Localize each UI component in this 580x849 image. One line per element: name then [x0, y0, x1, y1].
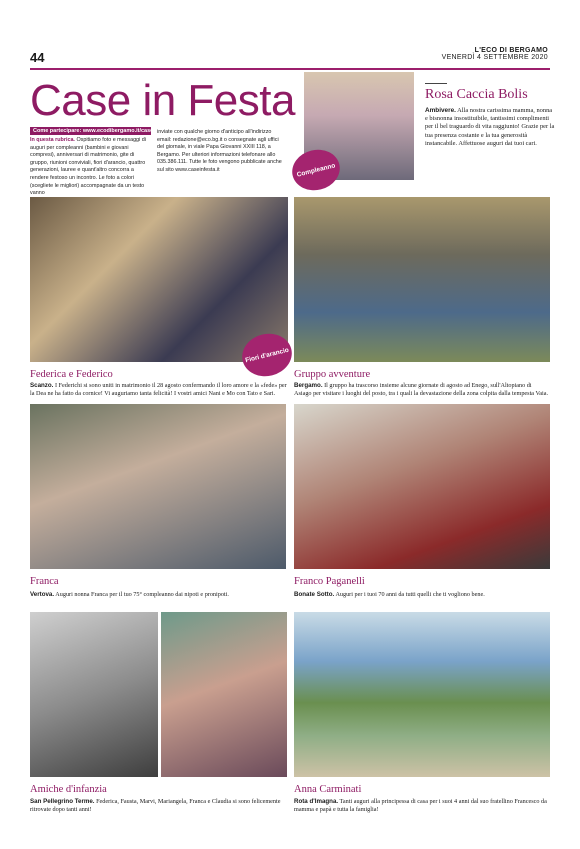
caption-title: Amiche d'infanzia	[30, 784, 107, 795]
intro-column-2: inviate con qualche giorno d'anticipo all'indirizzo email: redazione@eco.bg.it o consegnate agli uffici del giornale, in viale Papa Giovanni XXIII 118, a Bergamo. Per ulteriori informazioni telefonare allo 035.386.111. Tutte le foto vengono pubblicate anche sul sito www.caseinfesta.it	[157, 129, 282, 173]
page-number: 44	[30, 50, 45, 65]
intro-text-1: Ospitiamo foto e messaggi di auguri per compleanni (bambini e giovani compresi), anniversari di matrimonio, gite di gruppo, riunioni conviviali, fiori d'arancio, quattro generazioni, lauree e quant'altro concorra a rendere festoso un incontro. Le foto a colori (scegliete le migliori) accompagnate da un testo vanno	[30, 137, 146, 197]
caption-title: Federica e Federico	[30, 369, 113, 380]
caption-text	[30, 798, 288, 814]
photo-anna-carminati	[294, 612, 550, 777]
top-rule	[30, 68, 550, 70]
rosa-rule	[425, 83, 447, 84]
photo-amiche-old	[30, 612, 158, 777]
caption-place: Bergamo.	[294, 382, 323, 389]
photo-federica-federico	[30, 197, 288, 362]
caption-title: Gruppo avventure	[294, 369, 371, 380]
caption-place: Vertova.	[30, 591, 55, 598]
caption-message: Tanti auguri alla principessa di casa per i suoi 4 anni dal suo fratellino Francesco da mamma e papà e tutta la famiglia!	[294, 798, 547, 813]
caption-message: I Federichi si sono uniti in matrimonio il 28 agosto confermando il loro amore e la «fede» per la Dea ne ha fatto da cornice! Vi auguriamo tanta felicità! I vostri amici Nani e Mo con Tato e Sari.	[30, 382, 287, 397]
caption-text	[294, 382, 550, 398]
rosa-message: Alla nostra carissima mamma, nonna e bisnonna insostituibile, tantissimi complimenti per il bel traguardo di vita raggiunto! Grazie per la tua presenza costante e la tua generosità instancabile. Affettuose auguri dai tuoi cari.	[425, 107, 555, 147]
caption-place: Rota d'Imagna.	[294, 798, 339, 805]
caption-text	[294, 591, 550, 599]
rosa-title: Rosa Caccia Bolis	[425, 87, 528, 102]
caption-text	[30, 382, 288, 398]
compleanno-badge: Compleanno	[288, 145, 344, 195]
caption-place: Scanzo.	[30, 382, 54, 389]
caption-message: Il gruppo ha trascorso insieme alcune giornate di agosto ad Enego, sull'Altopiano di Asiago per visitare i luoghi del posto, tra i quali la devastazione della zona colpita dalla tempesta Vaia.	[294, 382, 549, 397]
rosa-place: Ambivere.	[425, 107, 456, 114]
caption-place: San Pellegrino Terme.	[30, 798, 95, 805]
caption-place: Bonate Sotto.	[294, 591, 335, 598]
caption-message: Federica, Fausta, Marvi, Mariangela, Franca e Claudia si sono felicemente ritrovate dopo tanti anni!	[30, 798, 281, 813]
caption-message: Auguri nonna Franca per il tuo 75° compleanno dai nipoti e pronipoti.	[55, 591, 229, 598]
caption-text	[30, 591, 288, 599]
caption-message: Auguri per i tuoi 70 anni da tutti quelli che ti vogliono bene.	[335, 591, 485, 598]
newspaper-masthead	[442, 47, 548, 61]
newspaper-name: L'ECO DI BERGAMO	[474, 47, 548, 54]
photo-gruppo-avventure	[294, 197, 550, 362]
fiori-arancio-badge: Fiori d'arancio	[238, 329, 297, 382]
photo-franca	[30, 404, 286, 569]
caption-title: Franca	[30, 576, 59, 587]
intro-lead: In questa rubrica.	[30, 137, 75, 143]
caption-title: Anna Carminati	[294, 784, 362, 795]
caption-text	[294, 798, 550, 814]
issue-date: VENERDÌ 4 SETTEMBRE 2020	[441, 54, 548, 61]
participate-bar[interactable]: Come partecipare: www.ecodibergamo.it/caseinfesta	[30, 127, 151, 135]
section-title: Case in Festa	[30, 76, 295, 125]
photo-franco-paganelli	[294, 404, 550, 569]
caption-title: Franco Paganelli	[294, 576, 365, 587]
intro-column-1	[30, 137, 150, 198]
rosa-caption	[425, 107, 555, 148]
photo-amiche-new	[161, 612, 287, 777]
